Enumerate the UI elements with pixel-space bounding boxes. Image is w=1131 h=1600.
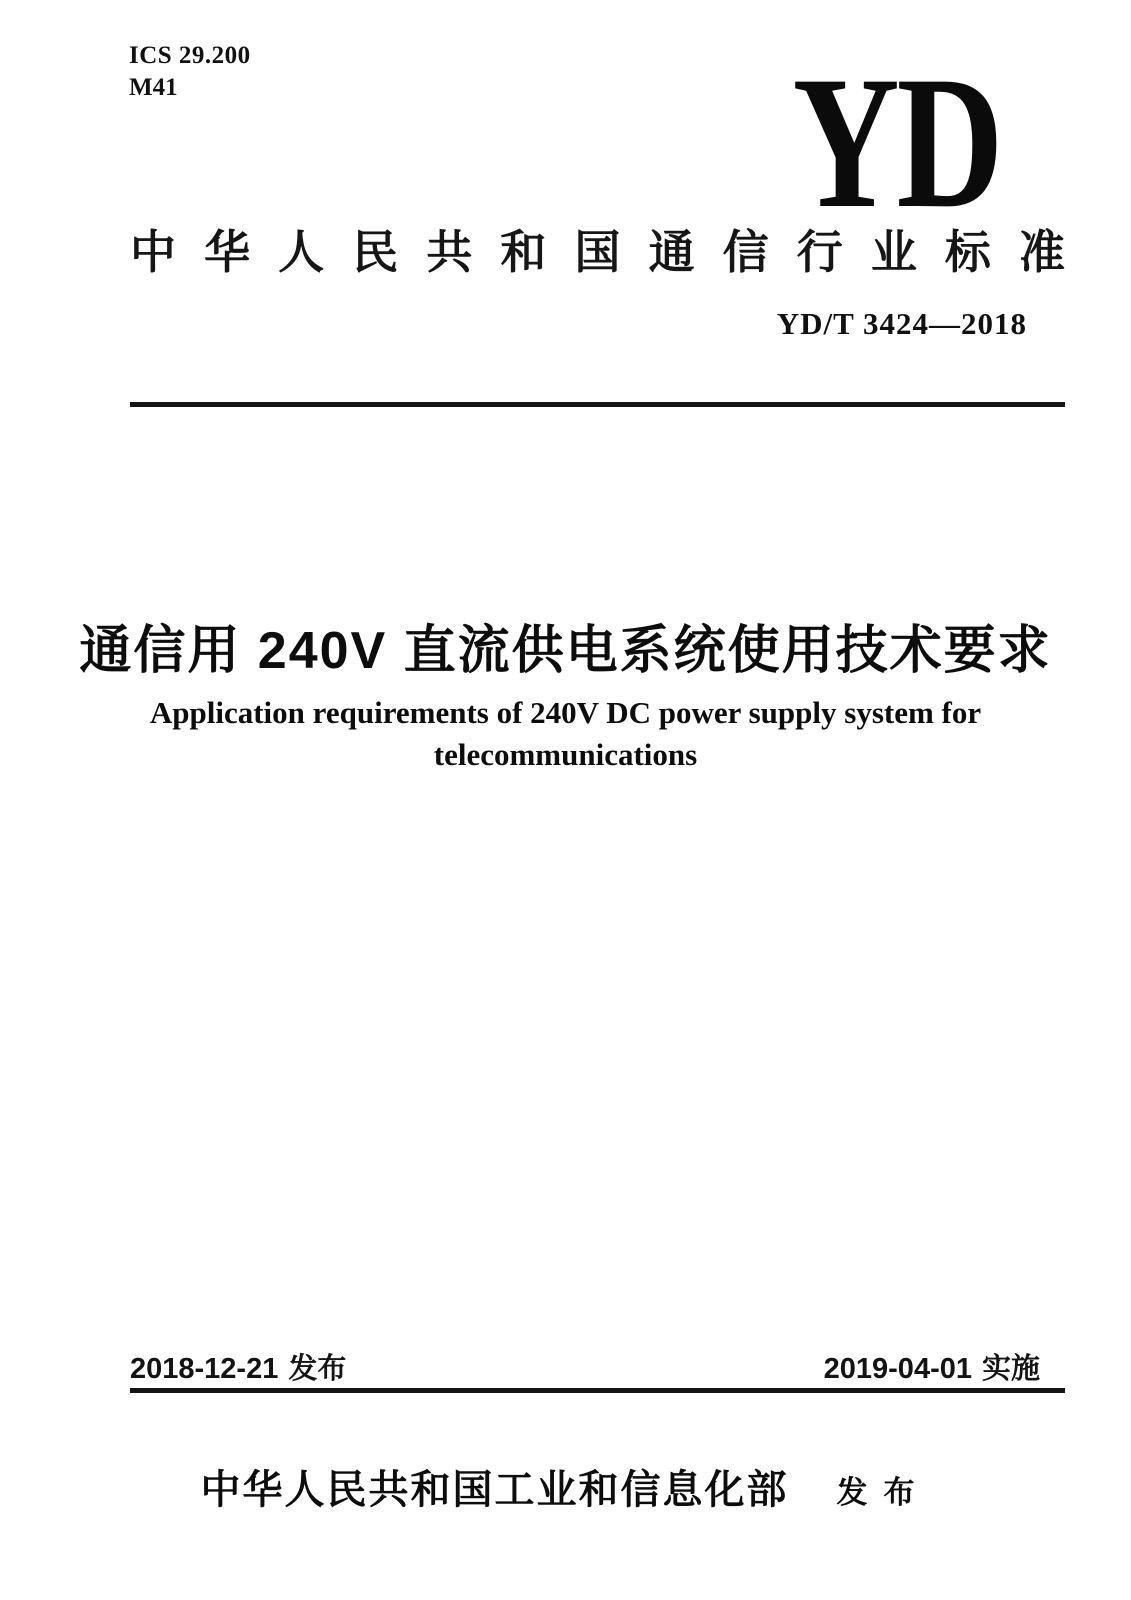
issue-date — [130, 1346, 346, 1387]
header-divider — [130, 402, 1065, 407]
doc-class-code: M41 — [129, 74, 178, 101]
dates-row — [130, 1346, 1040, 1387]
publish-label: 发布 — [836, 1475, 931, 1510]
standard-category-title: 中华人民共和国通信行业标准 — [130, 226, 1065, 278]
publisher-row — [0, 1458, 1131, 1515]
standard-number: YD/T 3424—2018 — [776, 306, 1027, 341]
publisher-name: 中华人民共和国工业和信息化部 — [200, 1467, 789, 1512]
implement-date-value: 2019-04-01 — [823, 1353, 972, 1385]
ics-code: ICS 29.200 — [129, 42, 251, 69]
title-english-line2: telecommunications — [433, 737, 698, 772]
title-english-line1: Application requirements of 240V DC power supply system for — [149, 695, 982, 730]
title-chinese: 通信用 240V 直流供电系统使用技术要求 — [79, 622, 1052, 680]
implement-date-label: 实施 — [981, 1353, 1040, 1385]
footer-divider — [130, 1388, 1065, 1393]
implement-date — [824, 1346, 1040, 1387]
issue-date-value: 2018-12-21 — [130, 1353, 279, 1385]
yd-logo: YD — [792, 38, 1000, 248]
title-english — [0, 692, 1131, 776]
issue-date-label: 发布 — [288, 1353, 347, 1385]
